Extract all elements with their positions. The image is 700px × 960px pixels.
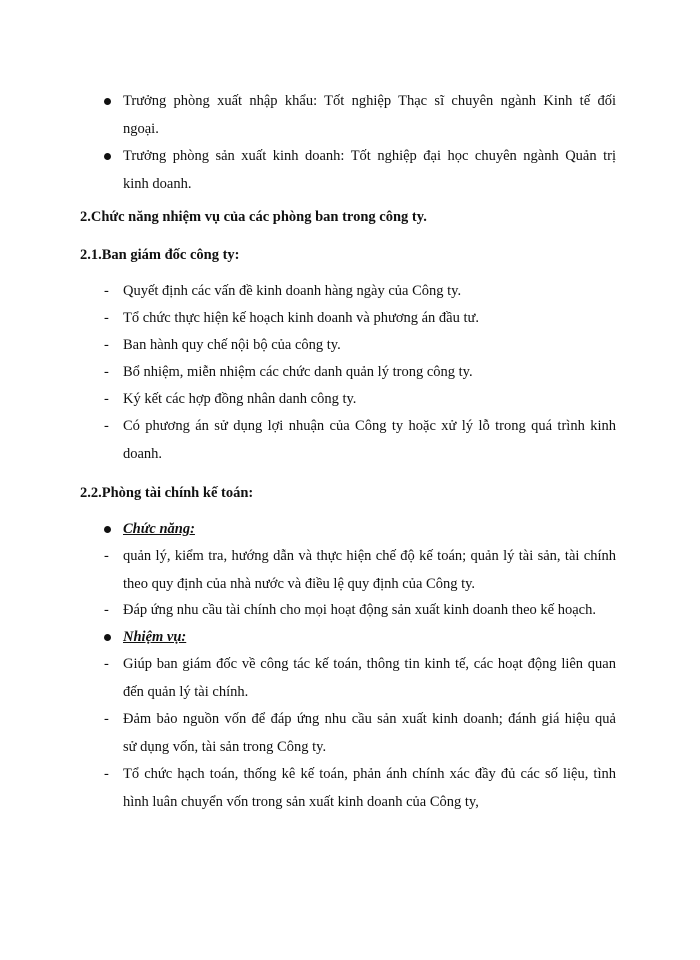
list-item-line: quản lý, kiểm tra, hướng dẫn và thực hiện chế độ kế toán; quản lý tài sản, tài chính (123, 548, 616, 564)
dash-marker: - (104, 711, 109, 727)
list-item-line: Đảm bảo nguồn vốn để đáp ứng nhu cầu sản xuất kinh doanh; đánh giá hiệu quả (123, 711, 616, 727)
list-item-line: đến quản lý tài chính. (123, 683, 249, 700)
dash-marker: - (104, 391, 109, 407)
subsection-heading: 2.2.Phòng tài chính kế toán: (80, 485, 254, 501)
list-item-text (123, 543, 616, 598)
list-item-text (123, 413, 616, 468)
dash-marker: - (104, 337, 109, 353)
bullet-dot-icon (104, 634, 111, 641)
bullet-line: Trưởng phòng xuất nhập khẩu: Tốt nghiệp Thạc sĩ chuyên ngành Kinh tế đối (123, 93, 616, 109)
bullet-text (123, 624, 616, 652)
dash-marker: - (104, 656, 109, 672)
list-item-line: Giúp ban giám đốc về công tác kế toán, thông tin kinh tế, các hoạt động liên quan (123, 656, 616, 672)
bullet-text (123, 88, 616, 143)
list-item-text: Tổ chức thực hiện kế hoạch kinh doanh và phương án đầu tư. (123, 310, 479, 326)
list-item-text: Ban hành quy chế nội bộ của công ty. (123, 337, 341, 353)
list-item-text (123, 706, 616, 761)
functions-label: Chức năng: (123, 521, 195, 537)
list-item-text: Ký kết các hợp đồng nhân danh công ty. (123, 391, 357, 407)
dash-marker: - (104, 364, 109, 380)
section-heading: 2.Chức năng nhiệm vụ của các phòng ban trong công ty. (80, 209, 427, 225)
list-item-line: Có phương án sử dụng lợi nhuận của Công ty hoặc xử lý lỗ trong quá trình kinh (123, 418, 616, 434)
list-item-text (123, 761, 616, 816)
list-item-text: Quyết định các vấn đề kinh doanh hàng ngày của Công ty. (123, 283, 462, 299)
bullet-line: kinh doanh. (123, 175, 192, 192)
bullet-dot-icon (104, 98, 111, 105)
bullet-dot-icon (104, 153, 111, 160)
list-item-line: theo quy định của nhà nước và điều lệ quy định của Công ty. (123, 575, 476, 592)
bullet-line: ngoại. (123, 120, 159, 137)
list-item-line: Tổ chức hạch toán, thống kê kế toán, phản ánh chính xác đầy đủ các số liệu, tình (123, 766, 616, 782)
bullet-line: Trưởng phòng sản xuất kinh doanh: Tốt nghiệp đại học chuyên ngành Quản trị (123, 148, 616, 164)
bullet-dot-icon (104, 526, 111, 533)
bullet-text (123, 143, 616, 198)
list-item-text (123, 651, 616, 706)
subsection-heading: 2.1.Ban giám đốc công ty: (80, 247, 240, 263)
dash-marker: - (104, 310, 109, 326)
list-item-text: Bổ nhiệm, miễn nhiệm các chức danh quản lý trong công ty. (123, 364, 473, 380)
list-item-text: Đáp ứng nhu cầu tài chính cho mọi hoạt động sản xuất kinh doanh theo kế hoạch. (123, 602, 596, 618)
dash-marker: - (104, 283, 109, 299)
list-item-line: sử dụng vốn, tài sản trong Công ty. (123, 738, 327, 755)
dash-marker: - (104, 766, 109, 782)
list-item-line: hình luân chuyển vốn trong sản xuất kinh doanh của Công ty, (123, 793, 479, 810)
dash-marker: - (104, 418, 109, 434)
list-item-line: doanh. (123, 445, 163, 462)
bullet-text (123, 516, 616, 544)
dash-marker: - (104, 602, 109, 618)
dash-marker: - (104, 548, 109, 564)
duties-label: Nhiệm vụ: (123, 629, 187, 645)
